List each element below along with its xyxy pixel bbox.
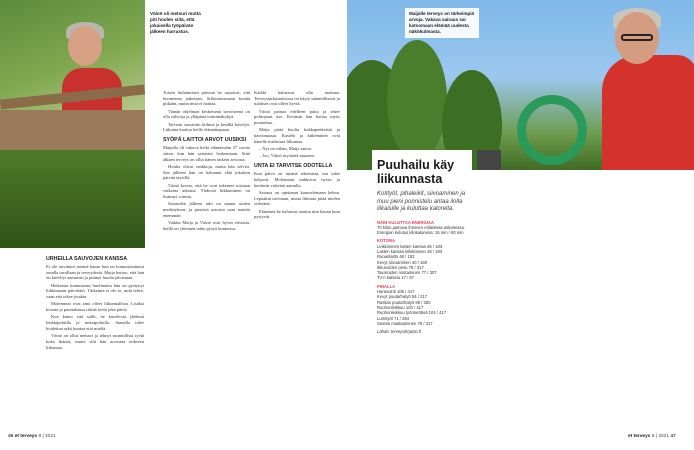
info-source: Lähde: terveyskirjasto.fi bbox=[377, 329, 421, 335]
info-row: Kevyt puutarhatyö 54 / 217 bbox=[377, 294, 428, 300]
paragraph: – Nyt on vähän, Maija sanoo. bbox=[259, 146, 313, 152]
photo-woman-watering bbox=[347, 0, 694, 170]
info-title: Puuhailu käy liikunnasta bbox=[377, 158, 455, 186]
paragraph: Heikoista kunnostaan huolimatta hän on pystynyt liikkumaan päivittäin. Tärkeintä ei ole se, mitä tekee, vaan että tekee jotakin. bbox=[46, 282, 144, 300]
info-row: Ikkunoiden pesu 79 / 317 bbox=[377, 264, 424, 270]
info-note: 70 kilon painava ihminen erilaisissa askareissa. Energian kulutus kilokaloreina: 15 min / 60 min bbox=[377, 224, 465, 236]
paragraph: Väinö painaa edelleen puita ja tekee polttopuut itse. Kesäisin hän hoitaa myös puutarhaa. bbox=[254, 108, 340, 126]
paragraph: Maija pitää huolta kukkapenkeistä ja kasvimaasta. Kastelu ja kitkeminen ovat hänelle mieluisaa liikuntaa. bbox=[254, 127, 340, 144]
article-column-1 bbox=[46, 252, 144, 352]
article-column-3 bbox=[254, 90, 340, 222]
subheading-sauvat: URHEILLA SAUVOJEN KANSSA bbox=[46, 256, 128, 262]
info-section-heading: KOTONA bbox=[377, 238, 396, 244]
info-row: Ruohonleikkuu työnnettävä 104 / 417 bbox=[377, 310, 447, 316]
info-row: Kevyt siivoaminen 40 / 160 bbox=[377, 259, 428, 265]
issue-label: 8 | 2021 bbox=[38, 434, 56, 439]
page-number-right: 47 bbox=[670, 434, 676, 439]
caption-left: Väinö oli metsuri mutta piti hoolen siitä, että jokaisella työpäivän jälkeen harrastus. bbox=[146, 8, 206, 38]
caption-right: Maijalle terveys on tärkeimpiä arvoja. Vakava sairaus sai katsomaan elämää uudesta näkökulmasta. bbox=[405, 8, 479, 38]
paragraph: Kun kunto sitä sallii, he kävelevät yhdessä lenkkipoluilla ja metsäpoluilla. Samalla tulee hoidettua sekä kuntoa että mieltä. bbox=[46, 314, 144, 331]
paragraph: Elämästä he haluavat nauttia niin kauan kuin pystyvät. bbox=[254, 208, 340, 220]
paragraph: Väinö on ollut metsuri ja tehnyt ruumiillista työtä koko ikänsä, mutta silti hän arvostaa erikseen liikuntaa. bbox=[46, 333, 144, 350]
paragraph: Hoidot olivat rankkoja, mutta hän selvisi. Sen jälkeen hän on halunnut elää jokaisen päivän täysillä. bbox=[163, 163, 250, 181]
paragraph: Maijalla oli vakava hetki elämässään 37 vuotta sitten, kun hän sairastui leukemiaan. Siitä alkaen terveys on ollut hänen tärkein arvonsa. bbox=[163, 145, 250, 162]
paragraph: Sairaus on opettanut kuuntelemaan kehoa. Lepoakin tarvitaan, mutta liikunta pitää mielen virkeänä. bbox=[254, 189, 340, 207]
info-row: Leikkiminen lasten kanssa 46 / 183 bbox=[377, 243, 443, 249]
paragraph: Molemmat ovat aina olleet liikunnallisia. Lisäksi kotona ja puutarhassa riittää työtä joka päivä. bbox=[46, 301, 144, 313]
info-section-heading: PIHALLA bbox=[377, 283, 396, 289]
info-row: Lumityöt 71 / 284 bbox=[377, 315, 410, 321]
magazine-brand: et terveys bbox=[14, 434, 38, 439]
info-row: Lasten kanssa leikkiminen 48 / 193 bbox=[377, 248, 443, 254]
info-lead: Kotityöt, pihaleikit, siivoaminen ja muu pieni ponnistelu antaa ilolla liikaisille ja kuluttaa kaloreita. bbox=[377, 191, 466, 212]
info-section-heading: NÄIN KULUTTAA ENERGIAA bbox=[377, 219, 434, 225]
paragraph: Kun päivä on täynnä tekemistä, uni tulee helposti. Molemmat nukkuvat hyvin ja heräävät virkeinä aamulla. bbox=[254, 171, 340, 188]
info-row: Ruohonleikkuu 103 / 417 bbox=[377, 304, 424, 310]
info-row: TV:n katselu 17 / 67 bbox=[377, 275, 415, 281]
article-column-2 bbox=[163, 90, 250, 233]
info-box bbox=[372, 150, 472, 420]
photo-woman-fence bbox=[0, 0, 145, 248]
info-row: Seinän maalaaminen 79 / 317 bbox=[377, 320, 433, 326]
info-row: Tavaroiden nostaminen 77 / 307 bbox=[377, 270, 437, 276]
info-row: Haravointi 106 / 417 bbox=[377, 289, 415, 295]
info-row: Ruoanlaitto 46 / 183 bbox=[377, 254, 415, 260]
paragraph: Tämän ohjelman keskeisenä tavoitteena on olla vahvoja ja ylläpitää toimintakykyä. bbox=[163, 108, 250, 120]
subheading-syopa: SYÖPÄ LAITTOI ARVOT UUSIKSI bbox=[163, 137, 247, 144]
info-row: Raskas puutarhatyö 88 / 350 bbox=[377, 299, 431, 305]
paragraph: Toisen hiihtämisen päivinä he sanoivat, että huomenna jatketaan. Sillointoisinaan kestää pitkään, mutta muu ei haittaa. bbox=[163, 90, 250, 107]
paragraph: Kaikki halusivat olla mukana. Terveystarkastuksissa on käyty säännöllisesti ja tulokset ovat olleet hyviä. bbox=[254, 90, 340, 107]
paragraph: Väinö kertoo, että he ovat tukeneet toisiaan vaikeina aikoina. Yhdessä liikkuminen on lisännyt voimia. bbox=[163, 182, 250, 199]
issue-label: 8 | 2021 bbox=[651, 434, 670, 439]
paragraph: Sairauden jälkeen arki on saanut uuden merkityksen, ja pienistä asioista osaa nauttia enemmän. bbox=[163, 201, 250, 218]
paragraph: Ei ole tarvinnut mennä kauas kun on kunnostautunut omalla tavallaan ja terveydestä. Maija kertoo, että hän on kävellyt aamuisin ja pitänyt huolta jaloistaan. bbox=[46, 264, 144, 281]
paragraph: Talvisin suosittiin hiihtoa ja kesällä kävelyä. Liikunta kuuluu heille elämäntapaan. bbox=[163, 121, 250, 133]
magazine-brand: et terveys bbox=[628, 434, 651, 439]
page-number-left: 46 bbox=[8, 434, 14, 439]
subheading-unta: UNTA EI TARVITSE ODOTELLA bbox=[254, 163, 333, 170]
footer-right bbox=[628, 434, 676, 439]
paragraph: Vaikka Maija ja Väinö ovat hyvin erilaisia, heillä on yhteinen tahto pysyä kunnossa. bbox=[163, 219, 250, 231]
footer-left bbox=[8, 434, 56, 439]
paragraph: – Joo, Väinö myöntää nauraen. bbox=[259, 153, 315, 159]
